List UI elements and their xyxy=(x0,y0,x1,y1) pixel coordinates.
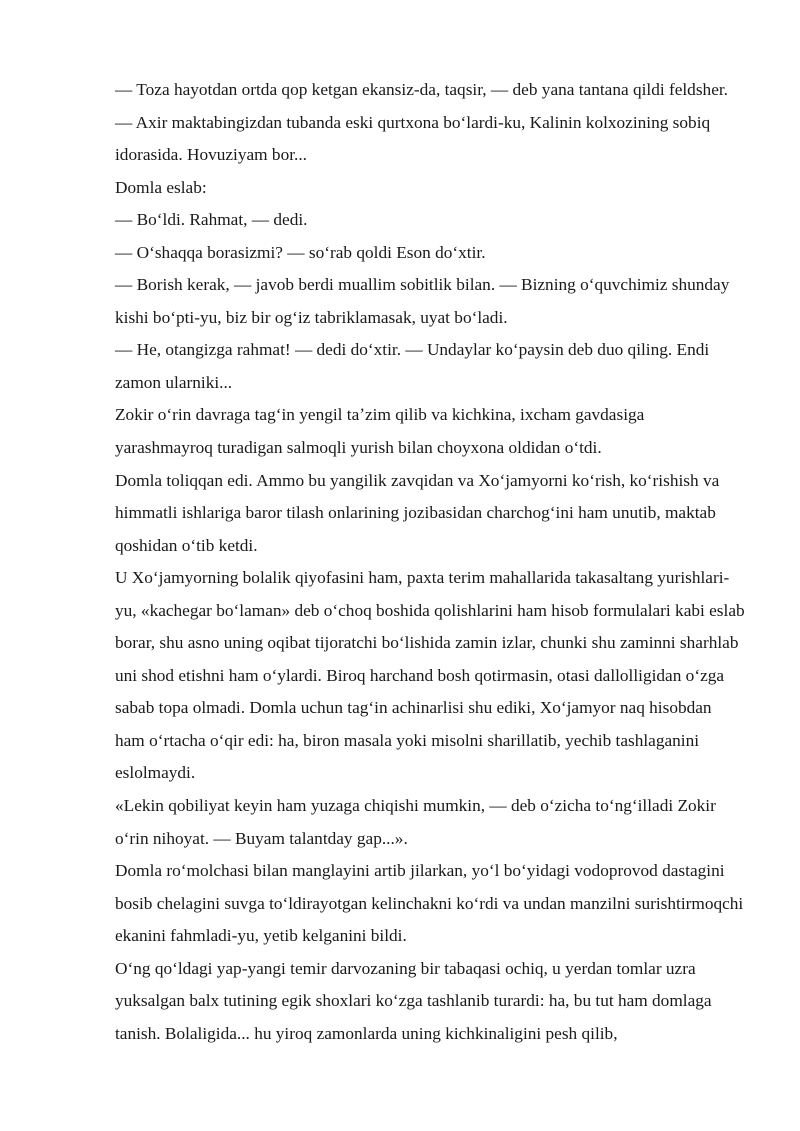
body-text xyxy=(115,74,745,1050)
paragraph: — Borish kerak, — javob berdi muallim sobitlik bilan. — Bizning oʻquvchimiz shunday kishi boʻpti-yu, biz bir ogʻiz tabriklamasak, uyat boʻladi. xyxy=(115,275,730,327)
paragraph: — He, otangizga rahmat! — dedi doʻxtir. — Undaylar koʻpaysin deb duo qiling. Endi zamon ularniki... xyxy=(115,340,710,392)
paragraph: Domla eslab: xyxy=(115,177,207,197)
paragraph: Zokir oʻrin davraga tagʻin yengil taʼzim qilib va kichkina, ixcham gavdasiga yarashmayroq turadigan salmoqli yurish bilan choyxona oldidan oʻtdi. xyxy=(115,405,645,458)
paragraph: — Oʻshaqqa borasizmi? — soʻrab qoldi Eson doʻxtir. xyxy=(115,242,486,262)
paragraph: Domla toliqqan edi. Ammo bu yangilik zavqidan va Xoʻjamyorni koʻrish, koʻrishish va himmatli ishlariga baror tilash onlarining jozibasidan charchogʻini ham unutib, maktab qoshidan oʻtib ketdi. xyxy=(115,470,720,555)
paragraph: Oʻng qoʻldagi yap-yangi temir darvozaning bir tabaqasi ochiq, u yerdan tomlar uzra yuksalgan balx tutining egik shoxlari koʻzga tashlanib turardi: ha, bu tut ham domlaga tanish. Bolaligida... hu yiroq zamonlarda uning kichkinaligini pesh qilib, xyxy=(115,958,712,1043)
paragraph: — Boʻldi. Rahmat, — dedi. xyxy=(115,210,308,230)
paragraph: «Lekin qobiliyat keyin ham yuzaga chiqishi mumkin, — deb oʻzicha toʻngʻilladi Zokir oʻrin nihoyat. — Buyam talantday gap...». xyxy=(115,796,716,848)
paragraph: U Xoʻjamyorning bolalik qiyofasini ham, paxta terim mahallarida takasaltang yurishlari-yu, «kachegar boʻlaman» deb oʻchoq boshida qolishlarini ham hisob formulalari kabi eslab borar, shu asno uning oqibat tijoratchi boʻlishida zamin izlar, chunki shu zaminni sharhlab uni shod etishni ham oʻylardi. Biroq harchand bosh qotirmasin, otasi dallolligidan oʻzga sabab topa olmadi. Domla uchun tagʻin achinarlisi shu ediki, Xoʻjamyor naq hisobdan ham oʻrtacha oʻqir edi: ha, biron masala yoki misolni sharillatib, yechib tashlaganini eslolmaydi. xyxy=(115,568,745,783)
paragraph: — Toza hayotdan ortda qop ketgan ekansiz-da, taqsir, — deb yana tantana qildi feldsher. — Axir maktabingizdan tubanda eski qurtxona boʻlardi-ku, Kalinin kolxozining sobiq idorasida. Hovuziyam bor... xyxy=(115,80,728,165)
paragraph: Domla roʻmolchasi bilan manglayini artib jilarkan, yoʻl boʻyidagi vodoprovod dastagini bosib chelagini suvga toʻldirayotgan kelinchakni koʻrdi va undan manzilni surishtirmoqchi ekanini fahmladi-yu, yetib kelganini bildi. xyxy=(115,861,744,946)
